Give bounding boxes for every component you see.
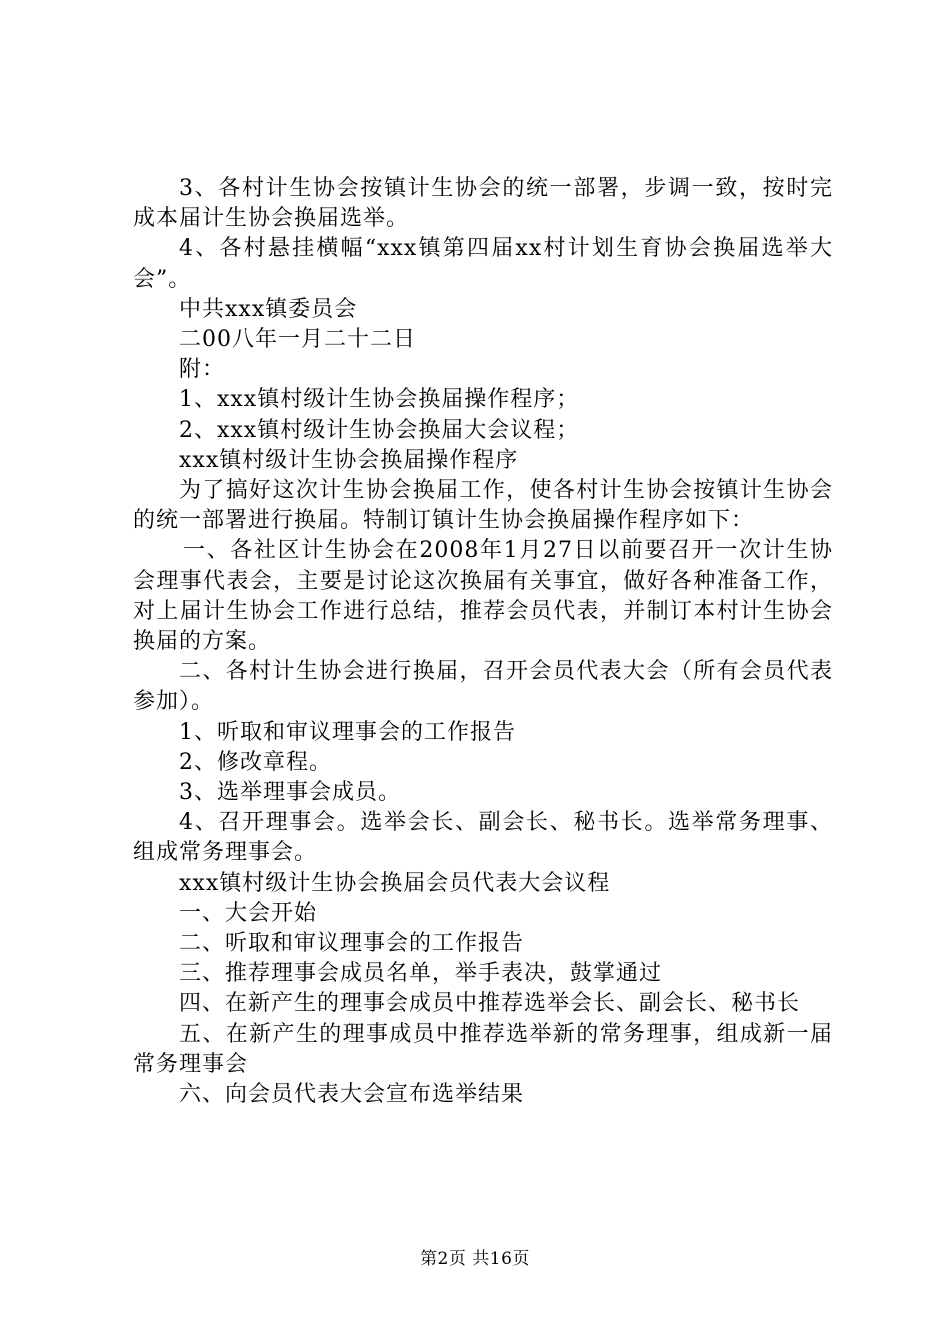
paragraph-13: 2、修改章程。 — [179, 749, 332, 775]
paragraph-19: 三、推荐理事会成员名单，举手表决，鼓掌通过 — [179, 961, 663, 987]
paragraph-1: 3、各村计生协会按镇计生协会的统一部署，步调一致，按时完成本届计生协会换届选举。 — [133, 176, 833, 232]
paragraph-16: xxx镇村级计生协会换届会员代表大会议程 — [179, 870, 611, 896]
paragraph-22: 六、向会员代表大会宣布选举结果 — [179, 1082, 525, 1108]
paragraph-9: 为了搞好这次计生协会换届工作，使各村计生协会按镇计生协会的统一部署进行换届。特制订镇计生协会换届操作程序如下： — [133, 478, 833, 534]
paragraph-5: 附： — [179, 357, 226, 383]
paragraph-14: 3、选举理事会成员。 — [179, 780, 401, 806]
paragraph-4: 二00八年一月二十二日 — [179, 327, 416, 353]
paragraph-3: 中共xxx镇委员会 — [179, 296, 358, 322]
paragraph-12: 1、听取和审议理事会的工作报告 — [179, 719, 516, 745]
paragraph-15: 4、召开理事会。选举会长、副会长、秘书长。选举常务理事、组成常务理事会。 — [133, 810, 833, 866]
paragraph-7: 2、xxx镇村级计生协会换届大会议程； — [179, 417, 580, 443]
paragraph-10: 一、各社区计生协会在2008年1月27日以前要召开一次计生协会理事代表会，主要是讨论这次换届有关事宜，做好各种准备工作，对上届计生协会工作进行总结，推荐会员代表，并制订本村计生协会换届的方案。 — [133, 538, 833, 655]
page-footer — [0, 1244, 950, 1269]
document-body — [133, 174, 833, 1110]
paragraph-21: 五、在新产生的理事成员中推荐选举新的常务理事，组成新一届常务理事会 — [133, 1021, 833, 1077]
paragraph-2: 4、各村悬挂横幅“xxx镇第四届xx村计划生育协会换届选举大会”。 — [133, 236, 833, 292]
paragraph-17: 一、大会开始 — [179, 900, 318, 926]
paragraph-8: xxx镇村级计生协会换届操作程序 — [179, 447, 519, 473]
paragraph-6: 1、xxx镇村级计生协会换届操作程序； — [179, 387, 580, 413]
paragraph-11: 二、各村计生协会进行换届，召开会员代表大会（所有会员代表参加）。 — [133, 659, 833, 715]
paragraph-20: 四、在新产生的理事会成员中推荐选举会长、副会长、秘书长 — [179, 991, 801, 1017]
paragraph-18: 二、听取和审议理事会的工作报告 — [179, 931, 525, 957]
page-number-label: 第2页 共16页 — [420, 1249, 530, 1269]
